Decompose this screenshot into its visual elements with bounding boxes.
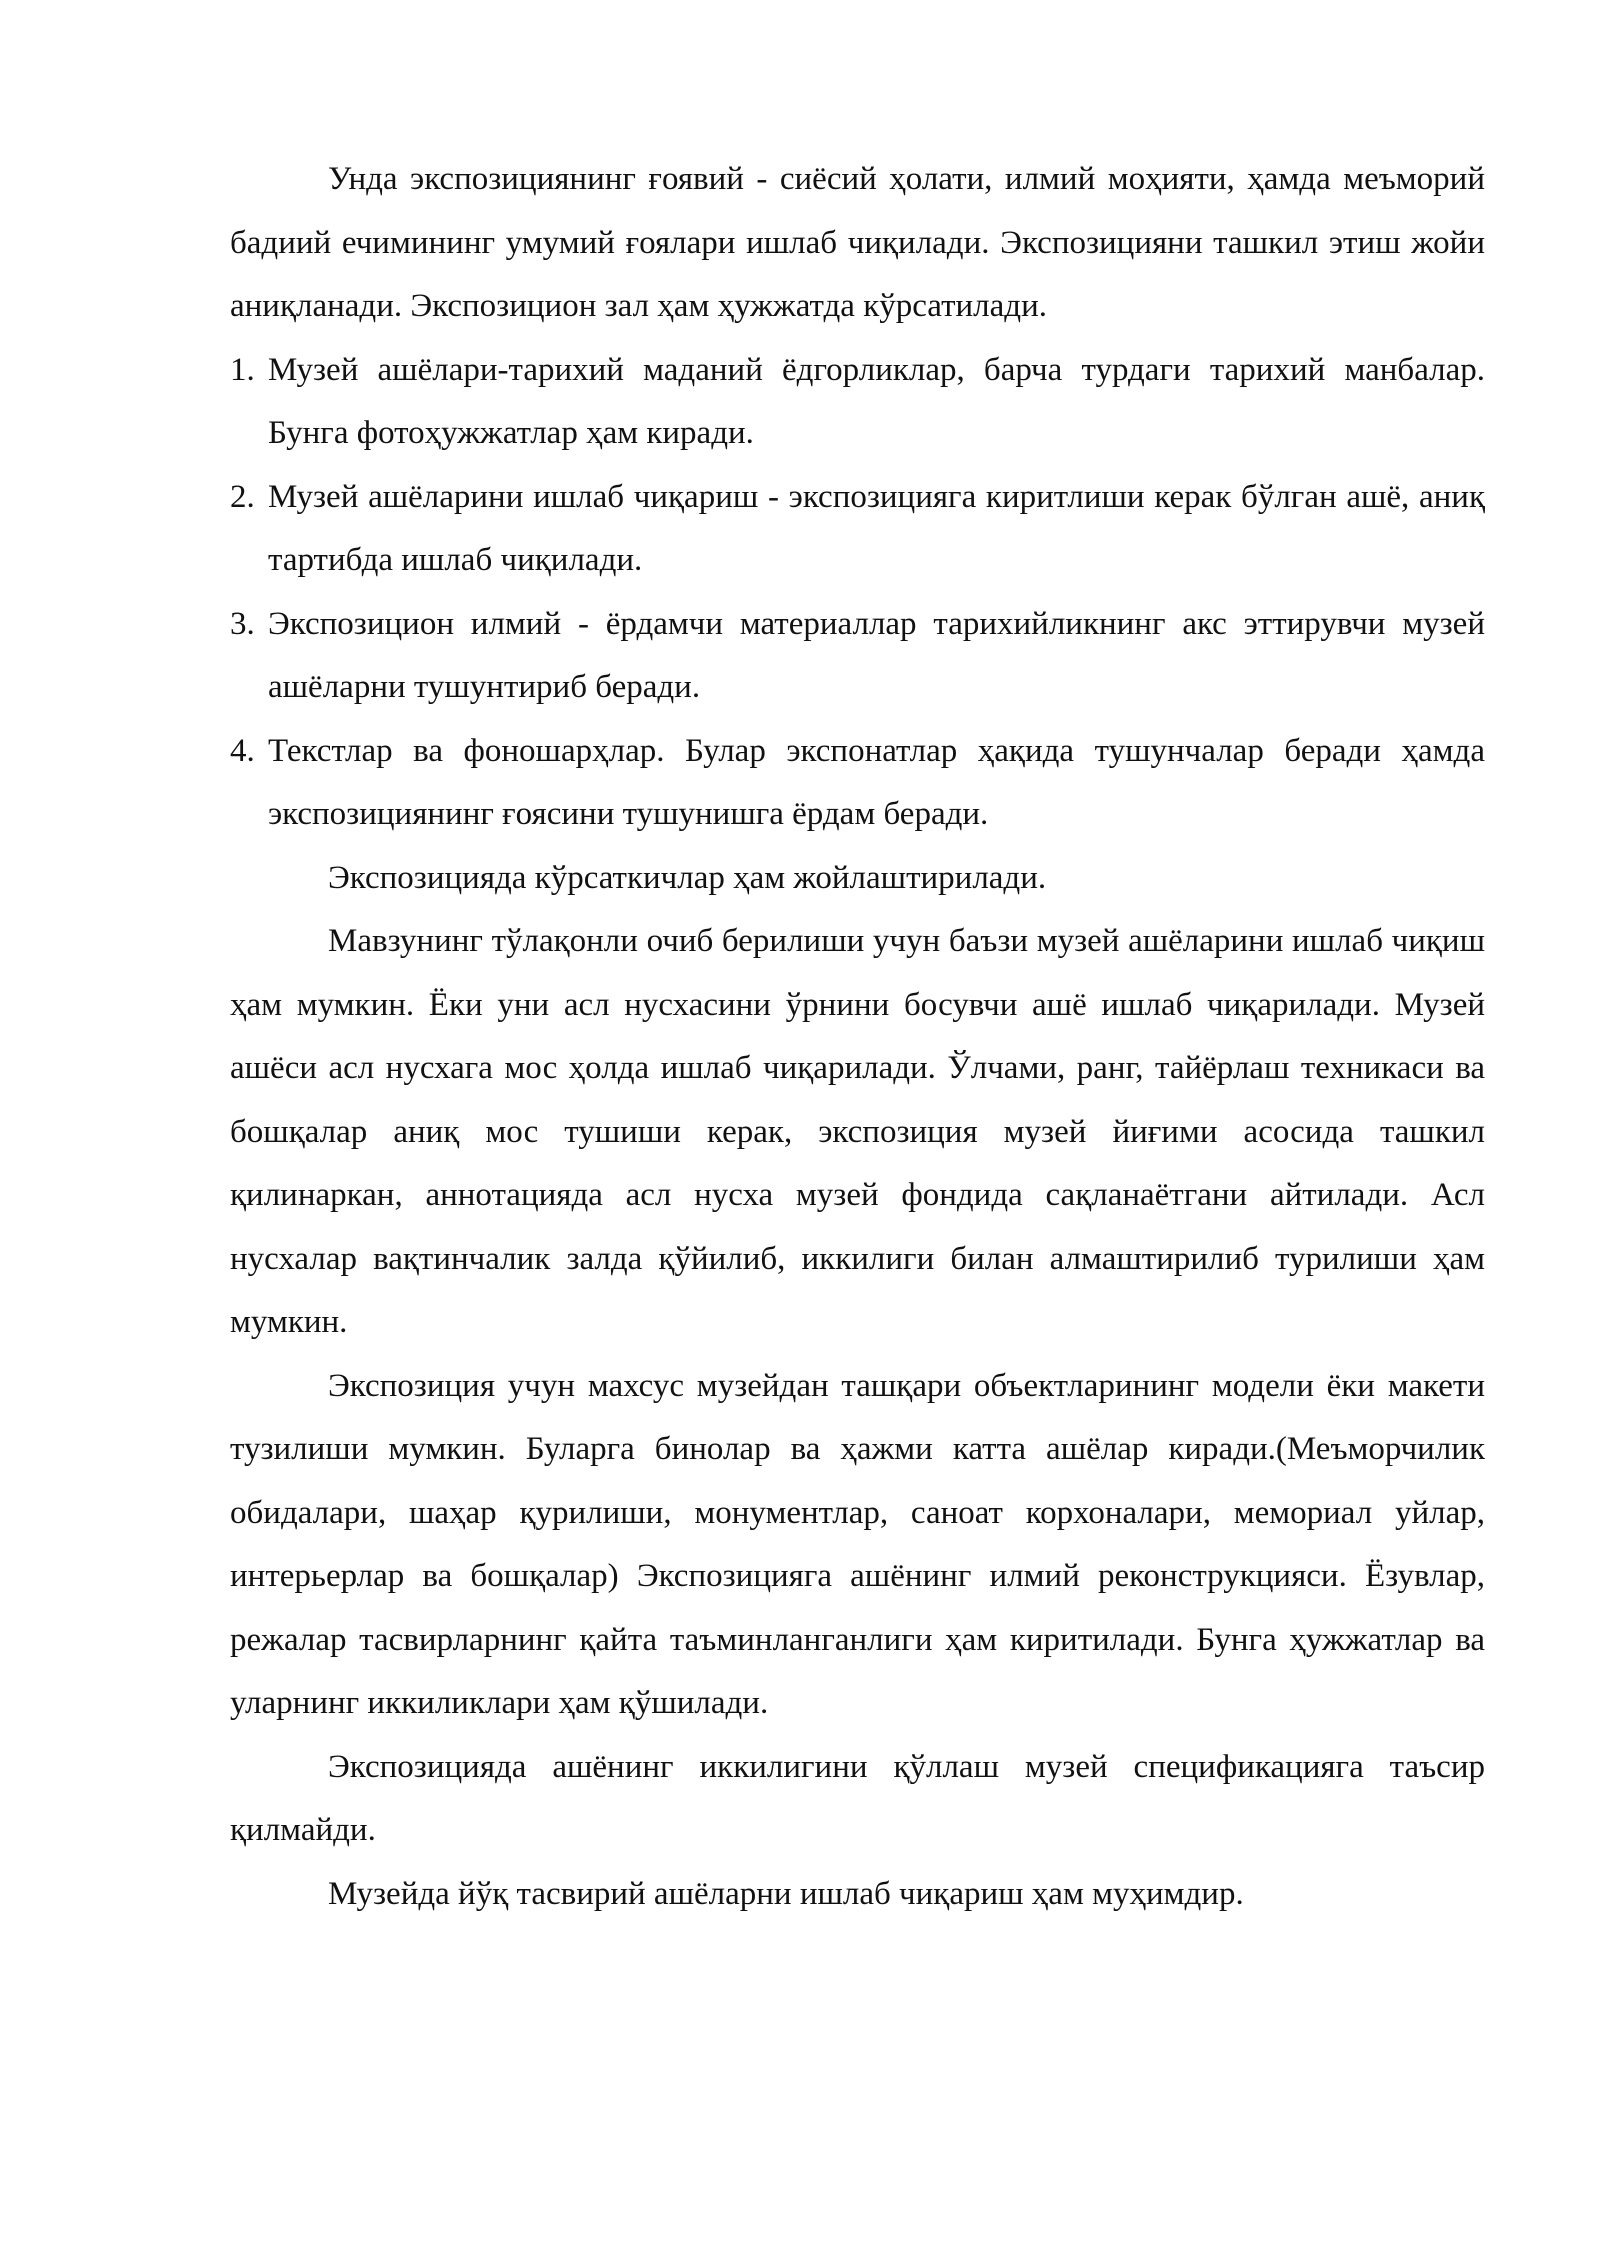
list-item [230, 466, 1485, 593]
paragraph-indicators: Экспозицияда кўрсаткичлар ҳам жойлаштирилади. [328, 859, 1047, 896]
list-item-number: 1. [230, 351, 255, 388]
paragraph-exposition-plan: Унда экспозициянинг ғоявий - сиёсий ҳолати, илмий моҳияти, ҳамда меъморий бадиий ечимининг умумий ғоялари ишлаб чиқилади. Экспозицияни ташкил этиш жойи аниқланади. Экспозицион зал ҳам ҳужжатда кўрсатилади. [230, 161, 1485, 324]
list-item [230, 339, 1485, 466]
list-item-text: Текстлар ва фоношарҳлар. Булар экспонатлар ҳақида тушунчалар беради ҳамда экспозициянинг ғоясини тушунишга ёрдам беради. [268, 732, 1485, 832]
numbered-list [230, 339, 1485, 847]
paragraph-replicas: Мавзунинг тўлақонли очиб берилиши учун баъзи музей ашёларини ишлаб чиқиш ҳам мумкин. Ёки уни асл нусхасини ўрнини босувчи ашё ишлаб чиқарилади. Музей ашёси асл нусхага мос ҳолда ишлаб чиқарилади. Ўлчами, ранг, тайёрлаш техникаси ва бошқалар аниқ мос тушиши керак, экспозиция музей йиғими асосида ташкил қилинаркан, аннотацияда асл нусха музей фондида сақланаётгани айтилади. Асл нусхалар вақтинчалик залда қўйилиб, иккилиги билан алмаштирилиб турилиши ҳам мумкин. [230, 923, 1485, 1340]
document-body [230, 148, 1485, 1926]
list-item-number: 3. [230, 605, 255, 642]
list-item-text: Музей ашёларини ишлаб чиқариш - экспозицияга киритлиши керак бўлган ашё, аниқ тартибда ишлаб чиқилади. [268, 478, 1485, 578]
list-item-number: 4. [230, 732, 255, 769]
paragraph-duplicates: Экспозицияда ашёнинг иккилигини қўллаш музей спецификацияга таъсир қилмайди. [230, 1748, 1485, 1848]
paragraph-models: Экспозиция учун махсус музейдан ташқари объектларининг модели ёки макети тузилиши мумкин. Буларга бинолар ва ҳажми катта ашёлар киради.(Меъморчилик обидалари, шаҳар қурилиши, монументлар, саноат корхоналари, мемориал уйлар, интерьерлар ва бошқалар) Экспозицияга ашёнинг илмий реконструкцияси. Ёзувлар, режалар тасвирларнинг қайта таъминланганлиги ҳам киритилади. Бунга ҳужжатлар ва уларнинг иккиликлари ҳам қўшилади. [230, 1367, 1485, 1721]
list-item [230, 593, 1485, 720]
paragraph-visual-items: Музейда йўқ тасвирий ашёларни ишлаб чиқариш ҳам муҳимдир. [328, 1875, 1244, 1912]
list-item-number: 2. [230, 478, 255, 515]
list-item-text: Экспозицион илмий - ёрдамчи материаллар тарихийликнинг акс эттирувчи музей ашёларни тушунтириб беради. [268, 605, 1485, 705]
list-item [230, 720, 1485, 847]
list-item-text: Музей ашёлари-тарихий маданий ёдгорликлар, барча турдаги тарихий манбалар. Бунга фотоҳужжатлар ҳам киради. [268, 351, 1485, 451]
